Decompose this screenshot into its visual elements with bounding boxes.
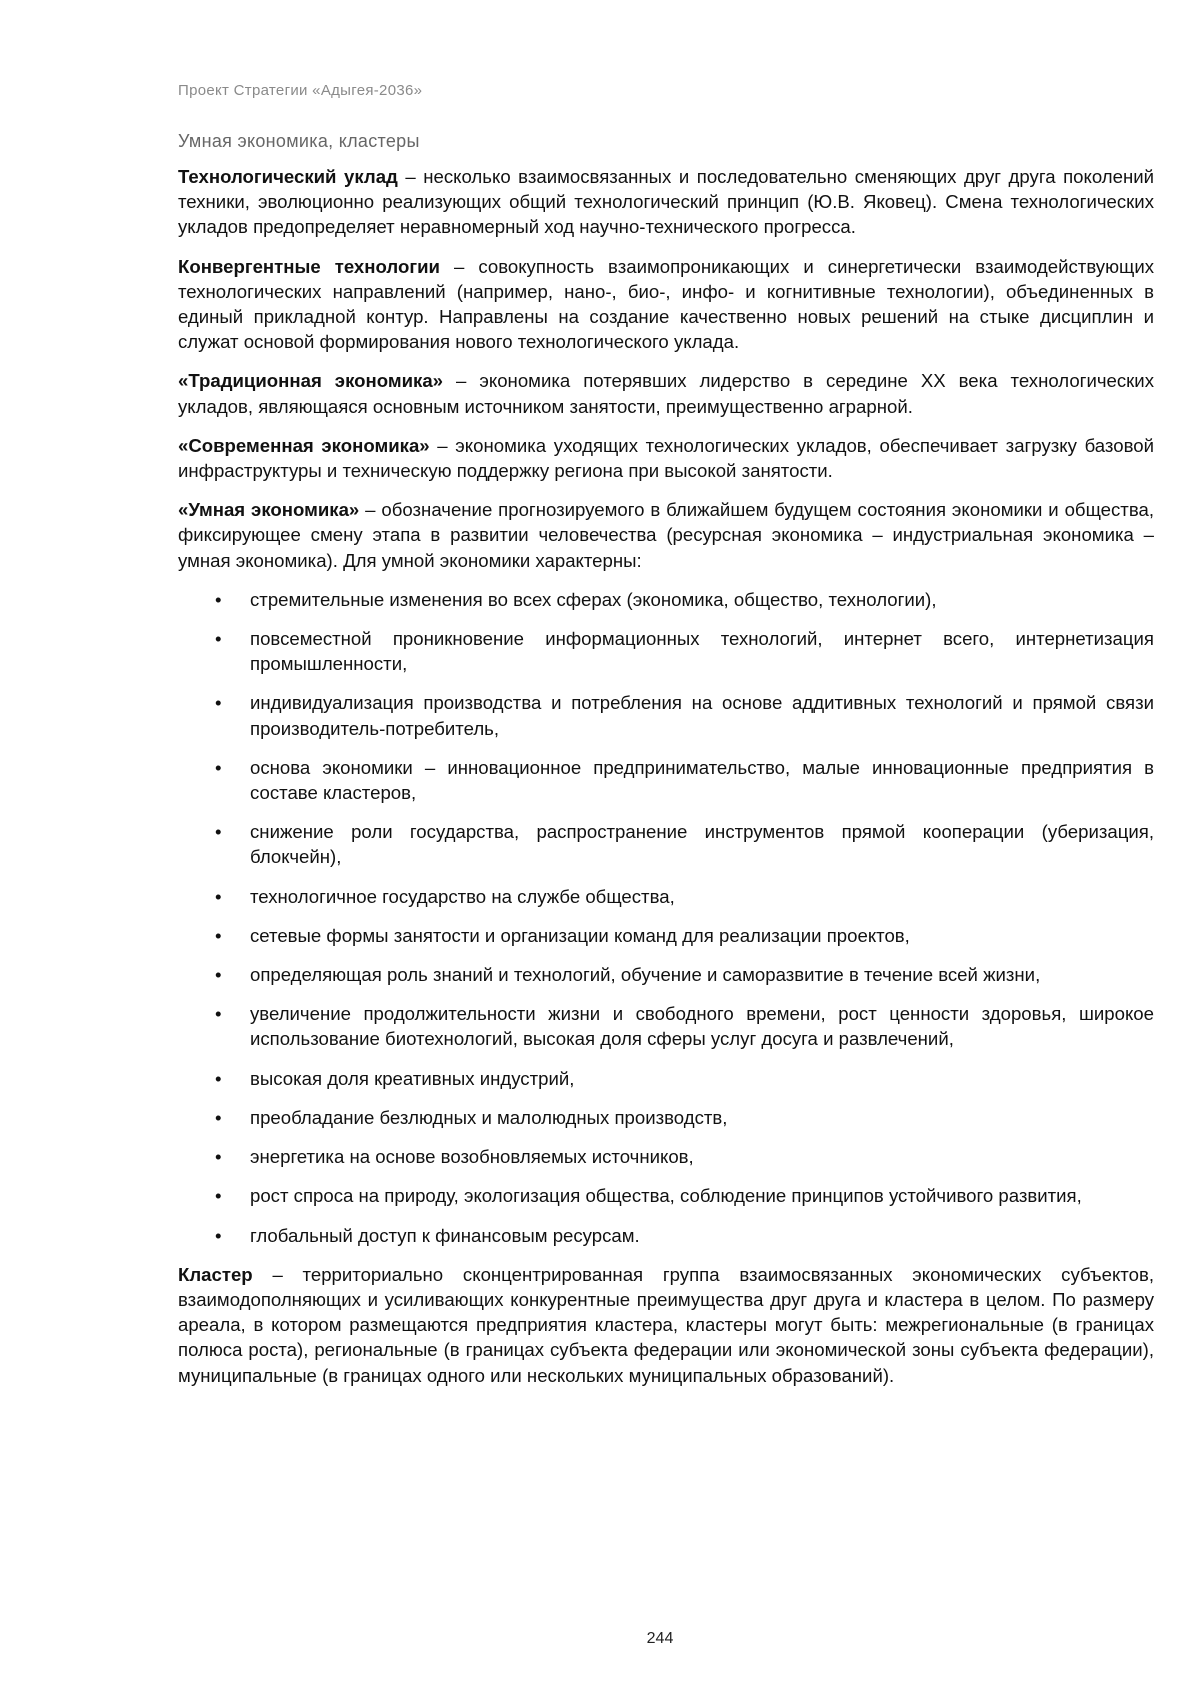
list-item (178, 690, 1154, 740)
list-item-text: повсеместной проникновение информационных технологий, интернет всего, интернетизация промышленности, (250, 628, 1154, 675)
section-title: Умная экономика, кластеры (178, 131, 420, 151)
definition-modern-economy (178, 433, 1154, 483)
list-item-text: глобальный доступ к финансовым ресурсам. (250, 1224, 640, 1246)
definition-text: – экономика уходящих технологических укладов, обеспечивает загрузку базовой инфраструктуры и техническую поддержку региона при высокой занятости. (178, 434, 1154, 482)
definition-cluster (178, 1262, 1154, 1388)
smart-economy-features-list (178, 587, 1154, 1248)
list-item (178, 962, 1154, 987)
definition-text: – обозначение прогнозируемого в ближайшем будущем состояния экономики и общества, фиксирующее смену этапа в развитии человечества (ресурсная экономика – индустриальная экономика – умная экономика). Для умной экономики характерны: (178, 499, 1154, 571)
list-item-text: определяющая роль знаний и технологий, обучение и саморазвитие в течение всей жизни, (250, 964, 1041, 986)
bullet-icon: • (215, 964, 222, 986)
definition-text: – экономика потерявших лидерство в середине XX века технологических укладов, являющаяся основным источником занятости, преимущественно аграрной. (178, 370, 1154, 417)
bullet-icon: • (215, 1224, 222, 1246)
list-item (178, 1223, 1154, 1248)
list-item (178, 923, 1154, 948)
page-number: 244 (646, 1630, 674, 1647)
list-item-text: преобладание безлюдных и малолюдных производств, (250, 1106, 728, 1128)
definition-smart-economy (178, 497, 1154, 573)
list-item (178, 626, 1154, 676)
bullet-icon: • (215, 1185, 222, 1207)
bullet-icon: • (215, 1003, 222, 1025)
bullet-icon: • (215, 885, 222, 907)
definition-traditional-economy (178, 368, 1154, 418)
list-item (178, 819, 1154, 869)
definition-term: Кластер (178, 1263, 253, 1285)
list-item-text: высокая доля креативных индустрий, (250, 1067, 575, 1089)
list-item-text: сетевые формы занятости и организации команд для реализации проектов, (250, 924, 910, 946)
list-item-text: стремительные изменения во всех сферах (экономика, общество, технологии), (250, 588, 937, 610)
definition-text: – территориально сконцентрированная группа взаимосвязанных экономических субъектов, взаимодополняющих и усиливающих конкурентные преимущества друг друга и кластера в целом. По размеру ареала, в котором размещаются предприятия кластера, кластеры могут быть: межрегиональные (в границах полюса роста), региональные (в границах субъекта федерации или экономической зоны субъекта федерации), муниципальные (в границах одного или нескольких муниципальных образований). (178, 1263, 1154, 1386)
list-item (178, 1105, 1154, 1130)
definition-technological-mode (178, 164, 1154, 240)
page-body (178, 164, 1154, 1402)
bullet-icon: • (215, 1106, 222, 1128)
bullet-icon: • (215, 756, 222, 778)
definition-term: «Традиционная экономика» (178, 370, 444, 392)
list-item-text: технологичное государство на службе общества, (250, 885, 675, 907)
list-item-text: индивидуализация производства и потребления на основе аддитивных технологий и прямой связи производитель-потребитель, (250, 692, 1154, 739)
list-item (178, 587, 1154, 612)
list-item-text: энергетика на основе возобновляемых источников, (250, 1146, 694, 1168)
bullet-icon: • (215, 1146, 222, 1168)
list-item (178, 755, 1154, 805)
list-item (178, 1144, 1154, 1169)
bullet-icon: • (215, 692, 222, 714)
list-item-text: снижение роли государства, распространение инструментов прямой кооперации (уберизация, блокчейн), (250, 821, 1154, 868)
bullet-icon: • (215, 1067, 222, 1089)
running-header: Проект Стратегии «Адыгея-2036» (178, 82, 423, 99)
bullet-icon: • (215, 628, 222, 650)
list-item (178, 884, 1154, 909)
list-item (178, 1183, 1154, 1208)
list-item-text: основа экономики – инновационное предпринимательство, малые инновационные предприятия в составе кластеров, (250, 756, 1154, 804)
definition-text: – несколько взаимосвязанных и последовательно сменяющих друг друга поколений техники, эволюционно реализующих общий технологический принцип (Ю.В. Яковец). Смена технологических укладов предопределяет неравномерный ход научно-технического прогресса. (178, 166, 1154, 238)
definition-term: «Современная экономика» (178, 434, 430, 456)
definition-term: Конвергентные технологии (178, 255, 440, 277)
list-item-text: рост спроса на природу, экологизация общества, соблюдение принципов устойчивого развития, (250, 1185, 1082, 1207)
bullet-icon: • (215, 821, 222, 843)
definition-term: Технологический уклад (178, 166, 398, 187)
definition-text: – совокупность взаимопроникающих и синергетически взаимодействующих технологических направлений (например, нано-, био-, инфо- и когнитивные технологии), объединенных в единый прикладной контур. Направлены на создание качественно новых решений на стыке дисциплин и служат основой формирования нового технологического уклада. (178, 255, 1155, 353)
definition-convergent-technologies (178, 254, 1154, 355)
definition-term: «Умная экономика» (178, 499, 360, 521)
list-item (178, 1001, 1154, 1051)
list-item (178, 1066, 1154, 1091)
bullet-icon: • (215, 588, 222, 610)
bullet-icon: • (215, 924, 222, 946)
list-item-text: увеличение продолжительности жизни и свободного времени, рост ценности здоровья, широкое использование биотехнологий, высокая доля сферы услуг досуга и развлечений, (250, 1003, 1154, 1050)
